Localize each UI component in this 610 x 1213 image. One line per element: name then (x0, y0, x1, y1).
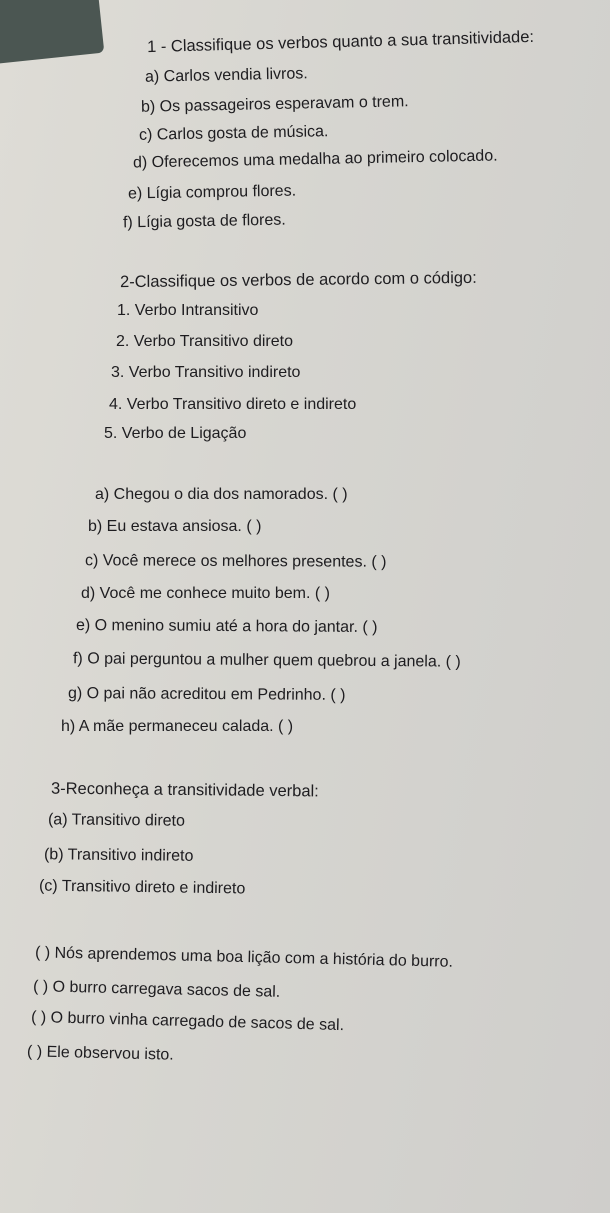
section3-item-4: ( ) Ele observou isto. (26, 1043, 174, 1064)
section3-item-2: ( ) O burro carregava sacos de sal. (32, 978, 281, 1001)
section2-item-g: g) O pai não acreditou em Pedrinho. ( ) (67, 685, 346, 704)
section3-option-c: (c) Transitivo direto e indireto (38, 877, 246, 898)
section2-item-a: a) Chegou o dia dos namorados. ( ) (95, 486, 348, 503)
section2-code-3: 3. Verbo Transitivo indireto (111, 364, 301, 381)
section1-item-d: d) Oferecemos uma medalha ao primeiro colocado. (132, 147, 498, 172)
section2-code-2: 2. Verbo Transitivo direto (116, 333, 293, 350)
section3-item-1: ( ) Nós aprendemos uma boa lição com a história do burro. (34, 944, 454, 971)
section1-item-a: a) Carlos vendia livros. (144, 65, 308, 86)
section1-item-f: f) Lígia gosta de flores. (122, 211, 286, 232)
dark-corner-shadow (0, 0, 104, 67)
section2-heading: 2-Classifique os verbos de acordo com o código: (119, 268, 477, 292)
section1-item-c: c) Carlos gosta de música. (138, 123, 329, 144)
section2-code-4: 4. Verbo Transitivo direto e indireto (109, 396, 357, 413)
section1-heading: 1 - Classifique os verbos quanto a sua transitividade: (146, 27, 535, 57)
section2-code-1: 1. Verbo Intransitivo (117, 302, 259, 319)
section3-item-3: ( ) O burro vinha carregado de sacos de sal. (30, 1008, 345, 1035)
section1-item-b: b) Os passageiros esperavam o trem. (140, 93, 409, 116)
section1-item-e: e) Lígia comprou flores. (127, 182, 297, 203)
section3-heading: 3-Reconheça a transitividade verbal: (50, 779, 319, 801)
section2-item-d: d) Você me conhece muito bem. ( ) (81, 585, 330, 602)
section3-option-a: (a) Transitivo direto (47, 811, 186, 830)
section2-item-c: c) Você merece os melhores presentes. ( ) (84, 552, 387, 571)
section3-option-b: (b) Transitivo indireto (43, 846, 194, 865)
section2-item-b: b) Eu estava ansiosa. ( ) (88, 518, 262, 535)
section2-item-e: e) O menino sumiu até a hora do jantar. ( ) (75, 616, 378, 637)
section2-code-5: 5. Verbo de Ligação (104, 425, 247, 442)
section2-item-f: f) O pai perguntou a mulher quem quebrou a janela. ( ) (72, 650, 461, 671)
section2-item-h: h) A mãe permaneceu calada. ( ) (61, 718, 294, 735)
